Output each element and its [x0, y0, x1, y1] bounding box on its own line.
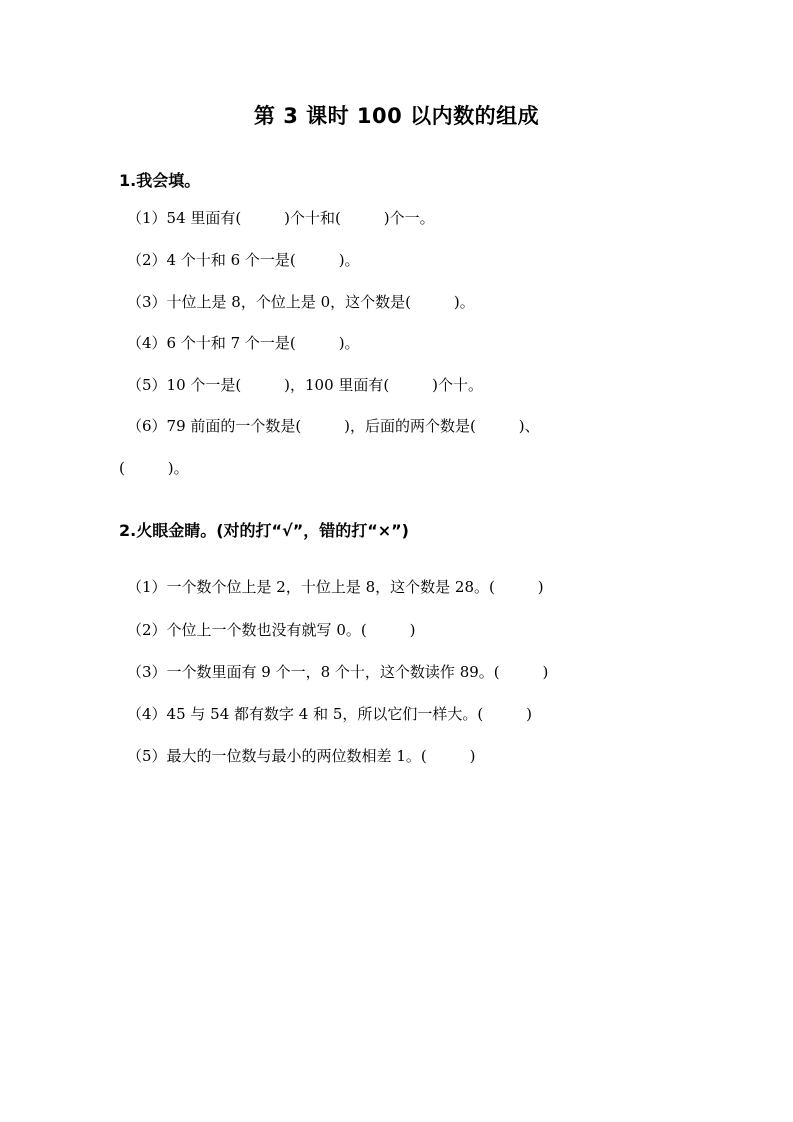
judge-question-3: （3）一个数里面有 9 个一，8 个十，这个数读作 89。( ) [127, 663, 549, 681]
section-1-heading: 1.我会填。 [119, 171, 201, 190]
judge-question-4: （4）45 与 54 都有数字 4 和 5，所以它们一样大。( ) [127, 705, 533, 723]
judge-question-2: （2）个位上一个数也没有就写 0。( ) [127, 621, 416, 639]
section-2-heading: 2.火眼金睛。(对的打“√”，错的打“×”) [119, 521, 409, 540]
fill-question-1: （1）54 里面有( )个十和( )个一。 [127, 209, 435, 227]
fill-question-5: （5）10 个一是( )，100 里面有( )个十。 [127, 376, 484, 394]
fill-question-4: （4）6 个十和 7 个一是( )。 [127, 334, 360, 352]
fill-question-2: （2）4 个十和 6 个一是( )。 [127, 251, 360, 269]
judge-question-1: （1）一个数个位上是 2，十位上是 8，这个数是 28。( ) [127, 578, 544, 596]
judge-question-5: （5）最大的一位数与最小的两位数相差 1。( ) [127, 747, 476, 765]
fill-question-3: （3）十位上是 8，个位上是 0，这个数是( )。 [127, 293, 475, 311]
fill-question-6-continuation: ( )。 [119, 459, 189, 477]
fill-question-6: （6）79 前面的一个数是( )，后面的两个数是( )、 [127, 417, 540, 435]
page-title: 第 3 课时 100 以内数的组成 [253, 104, 540, 128]
